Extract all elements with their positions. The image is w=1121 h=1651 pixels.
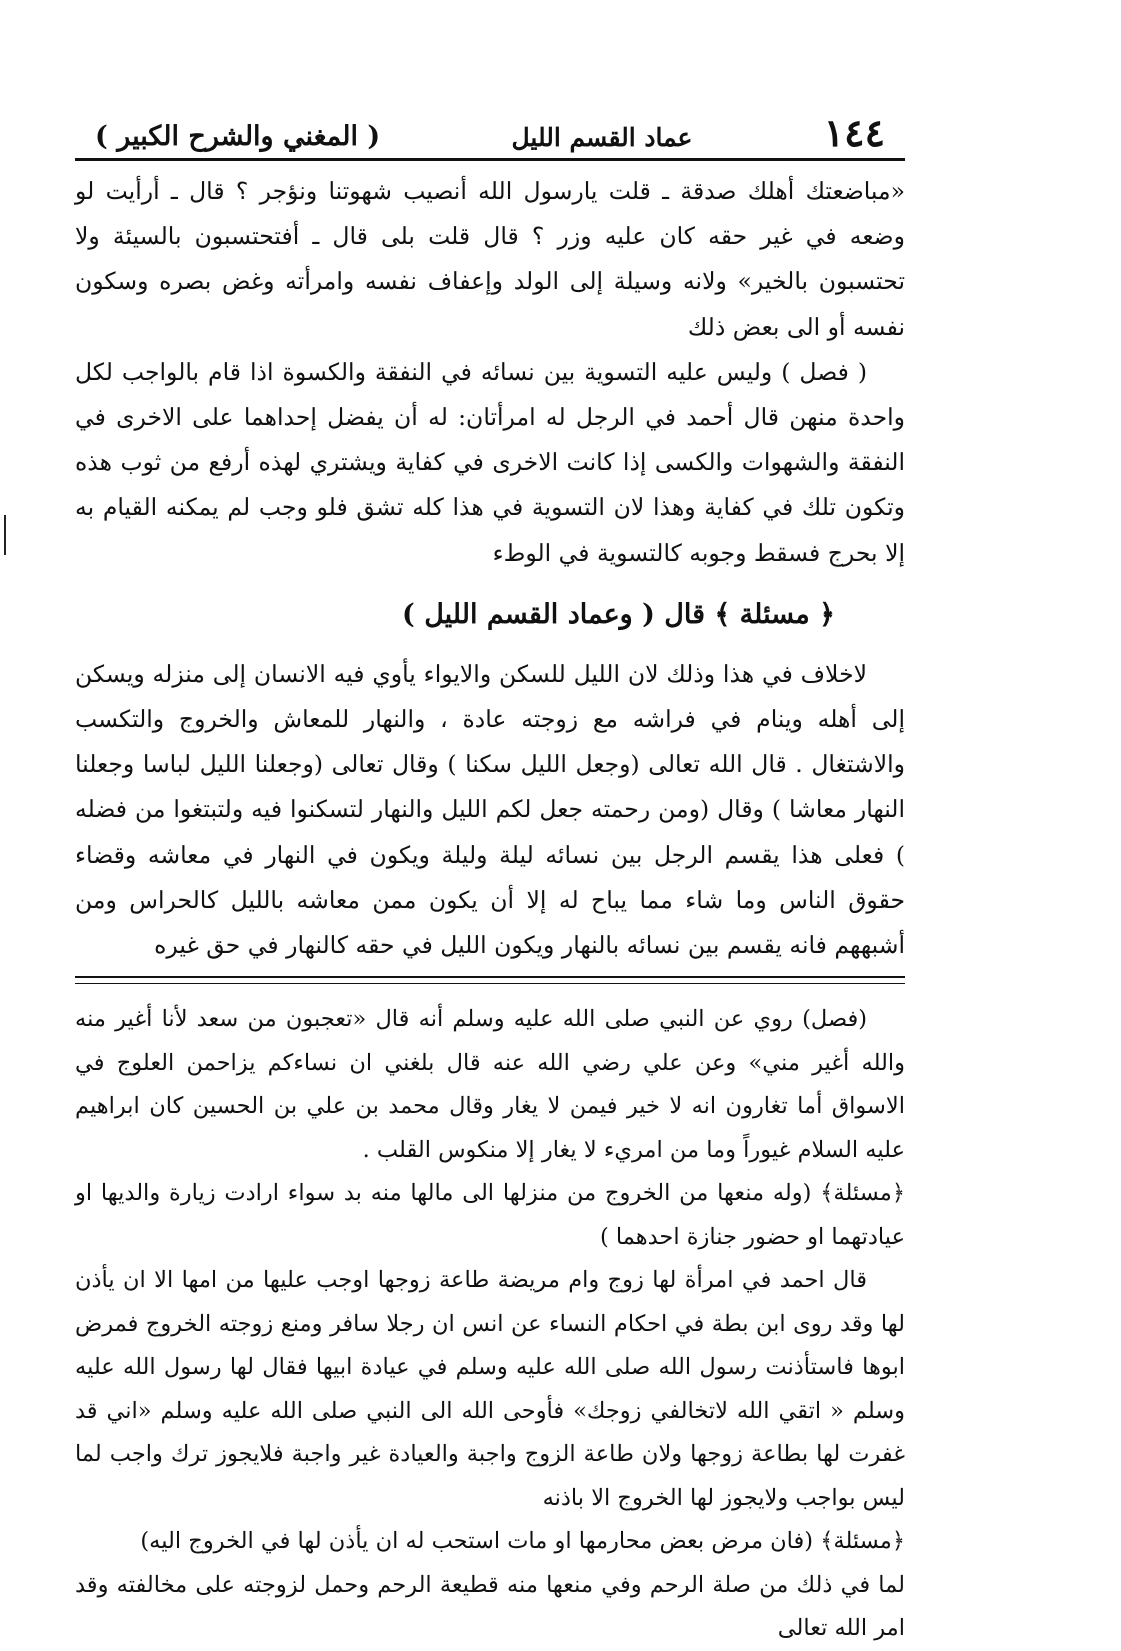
book-title: ( المغني والشرح الكبير )	[95, 121, 381, 152]
page-header	[75, 100, 905, 158]
issue-text	[75, 652, 905, 968]
running-title: عماد القسم الليل	[511, 123, 693, 152]
header-rule	[75, 158, 905, 161]
margin-mark	[4, 515, 6, 555]
page-number: ١٤٤	[823, 110, 885, 155]
commentary-paragraph: ﴿مسئلة﴾ (فان مرض بعض محارمها او مات استحب له ان يأذن لها في الخروج اليه)	[140, 1528, 905, 1555]
issue-paragraph: لاخلاف في هذا وذلك لان الليل للسكن والايواء يأوي فيه الانسان إلى منزله ويسكن إلى أهله وينام في فراشه مع زوجته عادة ، والنهار للمعاش والخروج والتكسب والاشتغال . قال الله تعالى (وجعل الليل سكنا ) وقال تعالى (وجعلنا الليل لباسا وجعلنا النهار معاشا ) وقال (ومن رحمته جعل لكم الليل والنهار لتسكنوا فيه ولتبتغوا من فضله ) فعلى هذا يقسم الرجل بين نسائه ليلة وليلة ويكون في النهار في معاشه وقضاء حقوق الناس وما شاء مما يباح له إلا أن يكون ممن معاشه بالليل كالحراس ومن أشبههم فانه يقسم بين نسائه بالنهار ويكون الليل في حقه كالنهار في حق غيره	[75, 659, 905, 960]
commentary-paragraph: لما في ذلك من صلة الرحم وفي منعها منه قطيعة الرحم وحمل لزوجته على مخالفته وقد امر الله تعالى	[75, 1571, 905, 1642]
commentary-paragraph: (فصل) روي عن النبي صلى الله عليه وسلم أنه قال «تعجبون من سعد لأنا أغير منه والله أغير مني» وعن علي رضي الله عنه قال بلغني ان نساءكم يزاحمن العلوج في الاسواق أما تغارون انه لا خير فيمن لا يغار وقال محمد بن علي بن الحسين كان ابراهيم عليه السلام غيوراً وما من امريء لا يغار إلا منكوس القلب .	[75, 1006, 905, 1163]
commentary	[75, 998, 905, 1651]
main-paragraph: «مباضعتك أهلك صدقة ـ قلت يارسول الله أنصيب شهوتنا ونؤجر ؟ قال ـ أرأيت لو وضعه في غير حقه كان عليه وزر ؟ قال قلت بلى قال ـ أفتحتسبون بالسيئة ولا تحتسبون بالخير» ولانه وسيلة إلى الولد وإعفاف نفسه وامرأته وغض بصره وسكون نفسه أو الى بعض ذلك	[75, 177, 905, 341]
footnote-separator	[75, 976, 905, 984]
page	[75, 100, 905, 1642]
issue-heading: ﴿ مسئلة ﴾ قال ( وعماد القسم الليل )	[402, 598, 835, 630]
commentary-paragraph: قال احمد في امرأة لها زوج وام مريضة طاعة زوجها اوجب عليها من امها الا ان يأذن لها وقد روى ابن بطة في احكام النساء عن انس ان رجلا سافر ومنع زوجته الخروج فمرض ابوها فاستأذنت رسول الله صلى الله عليه وسلم في عيادة ابيها فقال لها رسول الله عليه وسلم « اتقي الله لاتخالفي زوجك» فأوحى الله الى النبي صلى الله عليه وسلم «اني قد غفرت لها بطاعة زوجها ولان طاعة الزوج واجبة والعيادة غير واجبة فلايجوز ترك واجب لما ليس بواجب ولايجوز لها الخروج الا باذنه	[75, 1267, 905, 1511]
main-paragraph: ( فصل ) وليس عليه التسوية بين نسائه في النفقة والكسوة اذا قام بالواجب لكل واحدة منهن قال أحمد في الرجل له امرأتان: له أن يفضل إحداهما على الاخرى في النفقة والشهوات والكسى إذا كانت الاخرى في كفاية ويشتري لهذه أرفع من ثوب هذه وتكون تلك في كفاية وهذا لان التسوية في هذا كله تشق فلو وجب لم يمكنه القيام به إلا بحرج فسقط وجوبه كالتسوية في الوطء	[75, 357, 905, 567]
main-text	[75, 169, 905, 576]
commentary-paragraph: ﴿مسئلة﴾ (وله منعها من الخروج من منزلها الى مالها منه بد سواء ارادت زيارة والديها او عيادتهما او حضور جنازة احدهما )	[75, 1180, 905, 1250]
